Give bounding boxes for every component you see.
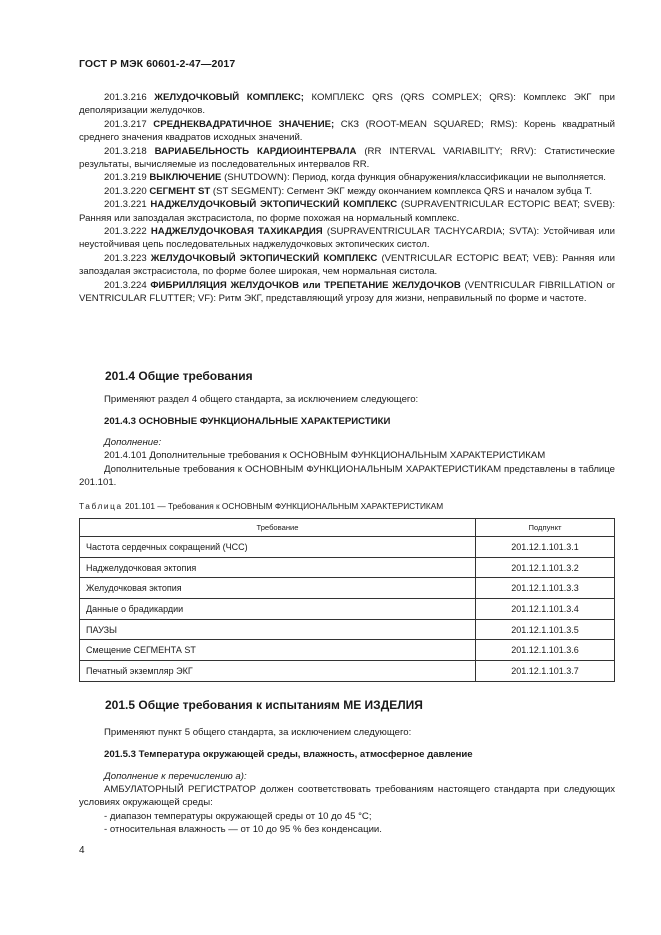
section-intro: Применяют раздел 4 общего стандарта, за исключением следующего: — [104, 394, 419, 405]
table-cell: 201.12.1.101.3.1 — [476, 537, 615, 558]
table-cell: Смещение СЕГМЕНТА ST — [80, 640, 476, 661]
definition-item: 201.3.223 ЖЕЛУДОЧКОВЫЙ ЭКТОПИЧЕСКИЙ КОМПЛЕКС (VENTRICULAR ECTOPIC BEAT; VEB): Ранняя или запоздалая экстрасистола, по форме более широкая, чем нормальная систола. — [79, 252, 616, 278]
definition-item: 201.3.216 ЖЕЛУДОЧКОВЫЙ КОМПЛЕКС; КОМПЛЕКС QRS (QRS COMPLEX; QRS): Комплекс ЭКГ при деполяризации желудочков. — [79, 92, 615, 117]
table-cell: 201.12.1.101.3.5 — [476, 619, 615, 640]
table-cell: Печатный экземпляр ЭКГ — [80, 661, 476, 682]
column-header: Требование — [80, 519, 476, 537]
definition-item: 201.3.221 НАДЖЕЛУДОЧКОВЫЙ ЭКТОПИЧЕСКИЙ КОМПЛЕКС (SUPRAVENTRICULAR ECTOPIC BEAT; SVEB): Ранняя или запоздалая экстрасистола, по форме похожая на нормальный комплекс. — [79, 199, 615, 224]
addition-label: Дополнение: — [104, 437, 162, 448]
table-cell: Данные о брадикардии — [80, 599, 476, 620]
subsection-heading: 201.4.3 ОСНОВНЫЕ ФУНКЦИОНАЛЬНЫЕ ХАРАКТЕРИСТИКИ — [104, 416, 391, 427]
table-row — [80, 661, 615, 682]
table-row — [80, 578, 615, 599]
definitions-list — [79, 91, 615, 306]
requirements-table — [79, 518, 615, 682]
document-header: ГОСТ Р МЭК 60601-2-47—2017 — [79, 58, 236, 70]
table-row — [80, 640, 615, 661]
section-intro: Применяют пункт 5 общего стандарта, за исключением следующего: — [104, 727, 412, 738]
table-caption: Таблица 201.101 — Требования к ОСНОВНЫМ ФУНКЦИОНАЛЬНЫМ ХАРАКТЕРИСТИКАМ — [79, 501, 444, 511]
table-cell: Частота сердечных сокращений (ЧСС) — [80, 537, 476, 558]
table-row — [80, 557, 615, 578]
paragraph: 201.4.101 Дополнительные требования к ОСНОВНЫМ ФУНКЦИОНАЛЬНЫМ ХАРАКТЕРИСТИКАМ — [104, 450, 546, 461]
table-cell: 201.12.1.101.3.2 — [476, 557, 615, 578]
list-item: - диапазон температуры окружающей среды от 10 до 45 °С; — [104, 811, 372, 822]
table-cell: 201.12.1.101.3.7 — [476, 661, 615, 682]
subsection-heading: 201.5.3 Температура окружающей среды, влажность, атмосферное давление — [104, 749, 473, 760]
paragraph: АМБУЛАТОРНЫЙ РЕГИСТРАТОР должен соответствовать требованиям настоящего стандарта при следующих условиях окружающей среды: — [79, 784, 615, 809]
table-row — [80, 537, 615, 558]
definition-item: 201.3.219 ВЫКЛЮЧЕНИЕ (SHUTDOWN): Период, когда функция обнаружения/классификации не выполняется. — [104, 172, 606, 184]
table-header-row — [80, 519, 615, 537]
definition-item: 201.3.220 СЕГМЕНТ ST (ST SEGMENT): Сегмент ЭКГ между окончанием комплекса QRS и началом зубца Т. — [104, 185, 593, 197]
table-cell: Наджелудочковая эктопия — [80, 557, 476, 578]
definition-item: 201.3.218 ВАРИАБЕЛЬНОСТЬ КАРДИОИНТЕРВАЛА (RR INTERVAL VARIABILITY; RRV): Статистические результаты, вычисляемые из последовательных интервалов RR. — [79, 145, 615, 171]
table-cell: 201.12.1.101.3.4 — [476, 599, 615, 620]
page-number: 4 — [79, 845, 85, 856]
column-header: Подпункт — [476, 519, 615, 537]
table-cell: 201.12.1.101.3.3 — [476, 578, 615, 599]
table-cell: Желудочковая эктопия — [80, 578, 476, 599]
paragraph: Дополнительные требования к ОСНОВНЫМ ФУНКЦИОНАЛЬНЫМ ХАРАКТЕРИСТИКАМ представлены в таблице 201.101. — [79, 464, 615, 489]
list-item: - относительная влажность — от 10 до 95 % без конденсации. — [104, 824, 382, 835]
definition-item: 201.3.217 СРЕДНЕКВАДРАТИЧНОЕ ЗНАЧЕНИЕ; СКЗ (ROOT-MEAN SQUARED; RMS): Корень квадратный среднего значения квадратов исходных значений. — [79, 118, 615, 144]
definition-item: 201.3.224 ФИБРИЛЛЯЦИЯ ЖЕЛУДОЧКОВ или ТРЕПЕТАНИЕ ЖЕЛУДОЧКОВ (VENTRICULAR FIBRILLATION or VENTRICULAR FLUTTER; VF): Ритм ЭКГ, представляющий угрозу для жизни, неправильный по форме и частоте. — [79, 279, 616, 305]
table-row — [80, 619, 615, 640]
section-title: 201.5 Общие требования к испытаниям МЕ ИЗДЕЛИЯ — [105, 698, 423, 712]
table-row — [80, 599, 615, 620]
table-cell: ПАУЗЫ — [80, 619, 476, 640]
section-title: 201.4 Общие требования — [105, 369, 253, 383]
definition-item: 201.3.222 НАДЖЕЛУДОЧКОВАЯ ТАХИКАРДИЯ (SUPRAVENTRICULAR TACHYCARDIA; SVTA): Устойчивая или неустойчивая цепь последовательных наджелудочковых эктопических систол. — [79, 226, 616, 251]
table-cell: 201.12.1.101.3.6 — [476, 640, 615, 661]
addition-label: Дополнение к перечислению а): — [104, 771, 247, 782]
